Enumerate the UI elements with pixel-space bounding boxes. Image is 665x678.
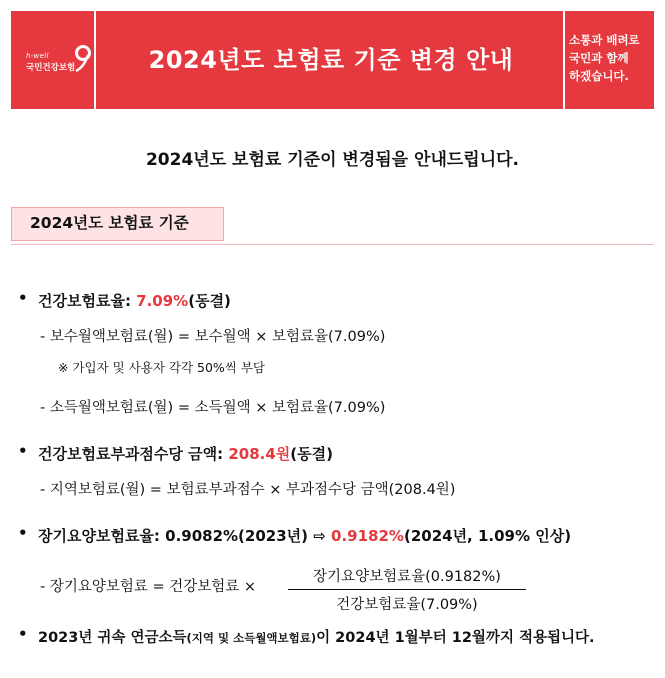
ltc-rate-value: 0.9182% (331, 527, 404, 545)
health-rate-suffix: (동결) (188, 292, 231, 310)
income-note-part1: 2023년 귀속 연금소득 (38, 630, 187, 646)
point-amount-suffix: (동결) (290, 445, 333, 463)
divider-left (94, 11, 96, 109)
contribution-note: ※ 가입자 및 사용자 각각 50%씩 부담 (58, 360, 265, 375)
banner-title: 2024년도 보험료 기준 변경 안내 (148, 46, 514, 74)
section-divider (11, 244, 654, 245)
ltc-rate-suffix: (2024년, 1.09% 인상) (403, 527, 572, 545)
arrow-right-icon: ⇨ (313, 527, 326, 545)
formula-ltc-fraction (288, 565, 526, 614)
slogan (569, 31, 640, 85)
bullet: • (18, 289, 28, 307)
slogan-line-1: 소통과 배려로 (569, 33, 640, 47)
formula-income: - 소득월액보험료(월) = 소득월액 × 보험료율(7.09%) (40, 400, 386, 416)
nhis-logo (20, 39, 90, 79)
logo-ko-text: 국민건강보험 (26, 63, 76, 73)
slogan-line-3: 하겠습니다. (569, 69, 629, 83)
point-amount-value: 208.4원 (228, 445, 291, 463)
logo-en-text: h-well (26, 52, 49, 60)
income-note-part2: 이 2024년 1월부터 12월까지 적용됩니다. (316, 630, 595, 646)
formula-regional: - 지역보험료(월) = 보험료부과점수 × 부과점수당 금액(208.4원) (40, 482, 456, 498)
bullet: • (18, 524, 28, 542)
ltc-rate-label: 장기요양보험료율: 0.9082%(2023년) (38, 527, 314, 545)
health-rate-label: 건강보험료율: (38, 292, 137, 310)
formula-ltc-left: - 장기요양보험료 = 건강보험료 × (40, 579, 257, 595)
formula-salary: - 보수월액보험료(월) = 보수월액 × 보험료율(7.09%) (40, 329, 386, 345)
slogan-line-2: 국민과 함께 (569, 51, 629, 65)
page-subtitle: 2024년도 보험료 기준이 변경됨을 안내드립니다. (145, 150, 520, 170)
logo-mark-icon (74, 41, 92, 73)
health-rate-value: 7.09% (136, 292, 189, 310)
point-amount-label: 건강보험료부과점수당 금액: (38, 445, 229, 463)
ltc-rate-item (18, 524, 572, 546)
header-banner (11, 11, 654, 109)
point-amount-item (18, 442, 333, 464)
fraction-denominator: 건강보험료율(7.09%) (336, 597, 478, 613)
health-rate-item (18, 289, 231, 311)
divider-right (563, 11, 565, 109)
income-note-small: (지역 및 소득월액보험료) (186, 631, 317, 645)
bullet: • (18, 625, 28, 643)
income-note-item (18, 625, 595, 647)
bullet: • (18, 442, 28, 460)
section-title: 2024년도 보험료 기준 (11, 207, 224, 241)
fraction-numerator: 장기요양보험료율(0.9182%) (288, 565, 526, 590)
